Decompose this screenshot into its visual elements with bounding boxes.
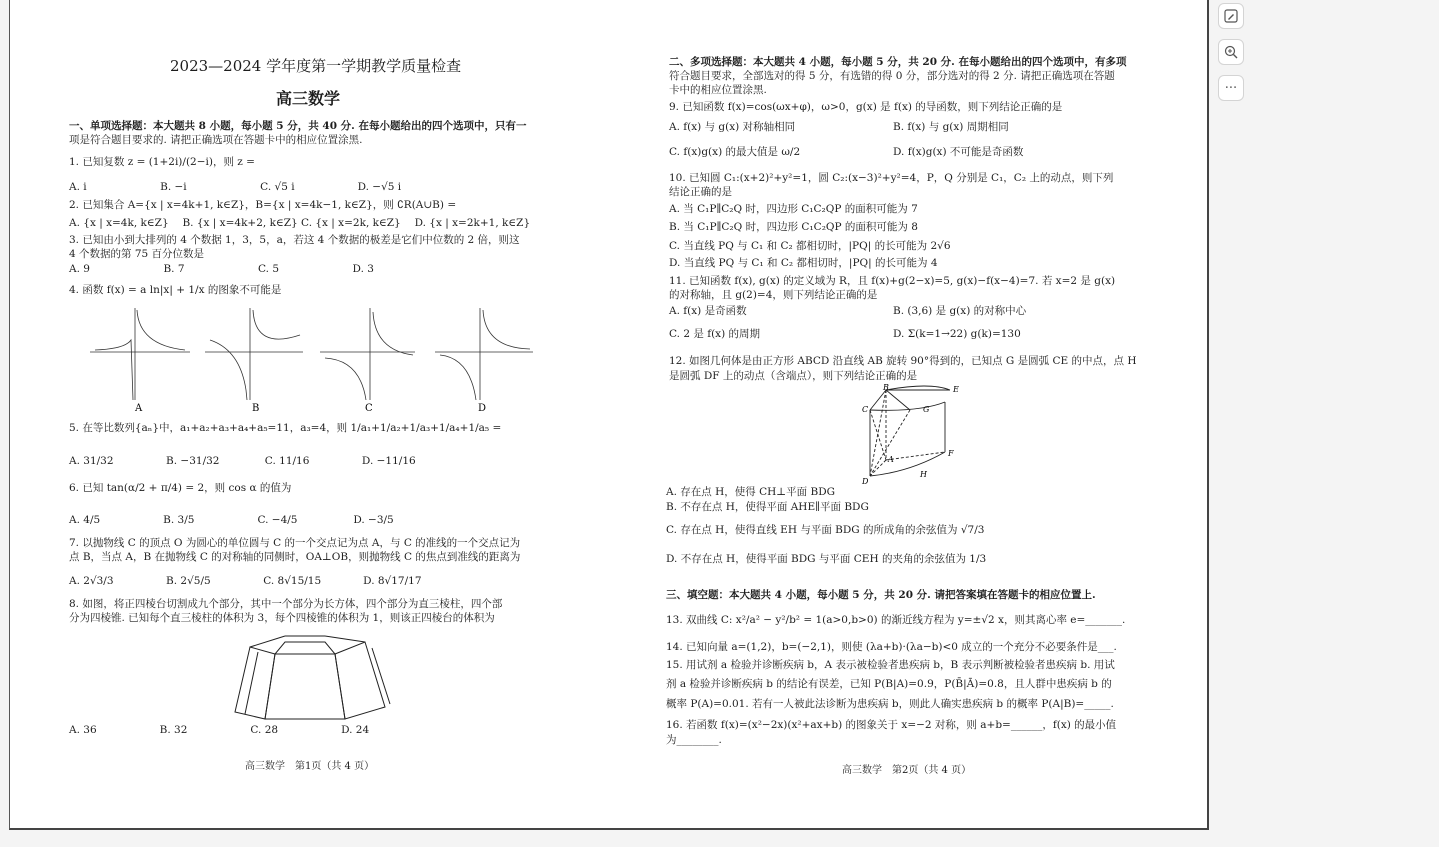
section-1-intro-2: 项是符合题目要求的. 请把正确选项在答题卡中的相应位置涂黑. xyxy=(69,134,363,146)
question-16-line-2: 为________. xyxy=(666,734,722,746)
question-10: 10. 已知圆 C₁:(x+2)²+y²=1，圆 C₂:(x−3)²+y²=4，P，Q 分别是 C₁，C₂ 上的动点，则下列 xyxy=(669,172,1114,184)
question-10-d: D. 当直线 PQ 与 C₁ 和 C₂ 都相切时，|PQ| 的长可能为 4 xyxy=(669,257,938,269)
question-9-c: C. f(x)g(x) 的最大值是 ω/2 xyxy=(669,146,801,158)
question-10-c: C. 当直线 PQ 与 C₁ 和 C₂ 都相切时，|PQ| 的长可能为 2√6 xyxy=(669,240,951,252)
question-9-d: D. f(x)g(x) 不可能是奇函数 xyxy=(893,146,1024,158)
question-7: 7. 以抛物线 C 的顶点 O 为圆心的单位圆与 C 的一个交点记为点 A，与 C 的准线的一个交点记为 xyxy=(69,537,521,549)
question-15: 15. 用试剂 a 检验并诊断疾病 b，A 表示被检验者患疾病 b，B 表示判断被检验者患疾病 b. 用试 xyxy=(666,659,1115,671)
question-11-b: B. (3,6) 是 g(x) 的对称中心 xyxy=(893,305,1027,317)
question-12: 12. 如图几何体是由正方形 ABCD 沿直线 AB 旋转 90°得到的，已知点 G 是圆弧 CE 的中点，点 H xyxy=(669,355,1137,367)
question-11-d: D. Σ(k=1→22) g(k)=130 xyxy=(893,328,1021,340)
question-4-graphs xyxy=(85,300,545,415)
question-5: 5. 在等比数列{aₙ}中，a₁+a₂+a₃+a₄+a₅=11，a₃=4，则 1/a₁+1/a₂+1/a₃+1/a₄+1/a₅ = xyxy=(69,422,502,434)
question-9-a: A. f(x) 与 g(x) 对称轴相同 xyxy=(669,121,796,133)
question-11: 11. 已知函数 f(x), g(x) 的定义域为 R，且 f(x)+g(2−x)=5, g(x)−f(x−4)=7. 若 x=2 是 g(x) xyxy=(669,275,1116,287)
exam-title: 2023—2024 学年度第一学期教学质量检查 xyxy=(170,57,462,75)
more-options-button[interactable] xyxy=(1218,75,1244,101)
question-12-c: C. 存在点 H，使得直线 EH 与平面 BDG 的所成角的余弦值为 √7/3 xyxy=(666,524,985,536)
question-12-d: D. 不存在点 H，使得平面 BDG 与平面 CEH 的夹角的余弦值为 1/3 xyxy=(666,553,987,565)
exam-subject: 高三数学 xyxy=(276,89,341,108)
graph-label-a: A xyxy=(135,403,143,414)
fig-label-b: B xyxy=(883,383,889,392)
question-14: 14. 已知向量 a=(1,2)，b=(−2,1)，则使 (λa+b)·(λa−b)<0 成立的一个充分不必要条件是___. xyxy=(666,641,1117,653)
question-10-a: A. 当 C₁P∥C₂Q 时，四边形 C₁C₂QP 的面积可能为 7 xyxy=(669,203,918,215)
question-3-line-2: 4 个数据的第 75 百分位数是 xyxy=(69,248,205,260)
question-8-options: A. 36 B. 32 C. 28 D. 24 xyxy=(69,724,370,736)
question-3-options: A. 9 B. 7 C. 5 D. 3 xyxy=(69,263,374,275)
section-2-intro: 二、多项选择题：本大题共 4 小题，每小题 5 分，共 20 分. 在每小题给出的四个选项中，有多项 xyxy=(669,56,1127,68)
question-13: 13. 双曲线 C: x²/a² − y²/b² = 1(a>0,b>0) 的渐近线方程为 y=±√2 x，则其离心率 e=_______. xyxy=(666,614,1126,626)
fig-label-a: A xyxy=(888,455,894,464)
zoom-in-button[interactable] xyxy=(1218,39,1244,65)
document-viewer[interactable] xyxy=(9,0,1209,830)
graph-label-d: D xyxy=(478,403,487,414)
question-11-a: A. f(x) 是奇函数 xyxy=(669,305,747,317)
question-9: 9. 已知函数 f(x)=cos(ωx+φ)，ω>0，g(x) 是 f(x) 的导函数，则下列结论正确的是 xyxy=(669,101,1063,113)
question-16: 16. 若函数 f(x)=(x²−2x)(x²+ax+b) 的图象关于 x=−2 对称，则 a+b=______，f(x) 的最小值 xyxy=(666,719,1117,731)
page-2-footer: 高三数学 第2页（共 4 页） xyxy=(842,765,972,776)
question-6-options: A. 4/5 B. 3/5 C. −4/5 D. −3/5 xyxy=(69,514,394,526)
question-8-line-2: 分为四棱锥. 已知每个直三棱柱的体积为 3，每个四棱锥的体积为 1，则该正四棱台的体积为 xyxy=(69,612,495,624)
annotate-icon xyxy=(1223,8,1239,24)
question-12-a: A. 存在点 H，使得 CH⊥平面 BDG xyxy=(666,486,836,498)
question-3: 3. 已知由小到大排列的 4 个数据 1，3，5，a，若这 4 个数据的极差是它们中位数的 2 倍，则这 xyxy=(69,234,520,246)
question-6: 6. 已知 tan(α/2 + π/4) = 2，则 cos α 的值为 xyxy=(69,482,292,494)
fig-label-h: H xyxy=(920,470,927,479)
question-12-line-2: 是圆弧 DF 上的动点（含端点），则下列结论正确的是 xyxy=(669,370,918,382)
section-2-intro-3: 卡中的相应位置涂黑. xyxy=(669,84,767,96)
question-10-line-2: 结论正确的是 xyxy=(669,186,732,198)
section-2-intro-2: 符合题目要求，全部选对的得 5 分，有选错的得 0 分，部分选对的得 2 分. 请把正确选项在答题 xyxy=(669,70,1115,82)
question-15-line-3: 概率 P(A)=0.01. 若有一人被此法诊断为患疾病 b，则此人确实患疾病 b 的概率 P(A|B)=_____. xyxy=(666,698,1114,710)
question-8: 8. 如图，将正四棱台切割成九个部分，其中一个部分为长方体，四个部分为直三棱柱，四个部 xyxy=(69,598,503,610)
frustum-figure xyxy=(220,632,400,722)
question-15-line-2: 剂 a 检验并诊断疾病 b 的结论有误差，已知 P(B|A)=0.9，P(B̄|Ā)=0.8，且人群中患疾病 b 的 xyxy=(666,678,1112,690)
exam-page-1 xyxy=(10,0,610,830)
question-11-c: C. 2 是 f(x) 的周期 xyxy=(669,328,761,340)
question-9-b: B. f(x) 与 g(x) 周期相同 xyxy=(893,121,1009,133)
question-5-options: A. 31/32 B. −31/32 C. 11/16 D. −11/16 xyxy=(69,455,416,467)
section-3-intro: 三、填空题：本大题共 4 小题，每小题 5 分，共 20 分. 请把答案填在答题卡的相应位置上. xyxy=(666,589,1096,601)
fig-label-f: F xyxy=(948,449,954,458)
fig-label-g: G xyxy=(923,405,930,414)
exam-page-2 xyxy=(610,0,1209,830)
question-1: 1. 已知复数 z = (1+2i)/(2−i)，则 z = xyxy=(69,156,255,168)
question-1-options: A. i B. −i C. √5 i D. −√5 i xyxy=(69,181,402,193)
question-11-line-2: 的对称轴，且 g(2)=4，则下列结论正确的是 xyxy=(669,289,878,301)
question-2: 2. 已知集合 A={x | x=4k+1, k∈Z}，B={x | x=4k−1, k∈Z}，则 ∁R(A∪B) = xyxy=(69,199,457,211)
zoom-in-icon xyxy=(1223,44,1239,60)
side-toolbar xyxy=(1218,3,1248,111)
section-1-intro: 一、单项选择题：本大题共 8 小题，每小题 5 分，共 40 分. 在每小题给出的四个选项中，只有一 xyxy=(69,120,527,132)
fig-label-e: E xyxy=(953,385,959,394)
annotate-button[interactable] xyxy=(1218,3,1244,29)
question-12-b: B. 不存在点 H，使得平面 AHE∥平面 BDG xyxy=(666,501,869,513)
solid-geometry-figure xyxy=(850,382,970,487)
question-10-b: B. 当 C₁P∥C₂Q 时，四边形 C₁C₂QP 的面积可能为 8 xyxy=(669,221,918,233)
question-7-options: A. 2√3/3 B. 2√5/5 C. 8√15/15 D. 8√17/17 xyxy=(69,575,422,587)
question-2-options: A. {x | x=4k, k∈Z} B. {x | x=4k+2, k∈Z} C. {x | x=2k, k∈Z} D. {x | x=2k+1, k∈Z} xyxy=(69,217,531,229)
more-icon: ··· xyxy=(1224,80,1238,96)
question-7-line-2: 点 B，当点 A，B 在抛物线 C 的对称轴的同侧时，OA⊥OB，则抛物线 C 的焦点到准线的距离为 xyxy=(69,551,521,563)
question-4: 4. 函数 f(x) = a ln|x| + 1/x 的图象不可能是 xyxy=(69,284,282,296)
graph-label-c: C xyxy=(365,403,373,414)
page-1-footer: 高三数学 第1页（共 4 页） xyxy=(245,761,375,772)
graph-label-b: B xyxy=(252,403,260,414)
fig-label-d: D xyxy=(862,477,869,486)
fig-label-c: C xyxy=(862,405,869,414)
